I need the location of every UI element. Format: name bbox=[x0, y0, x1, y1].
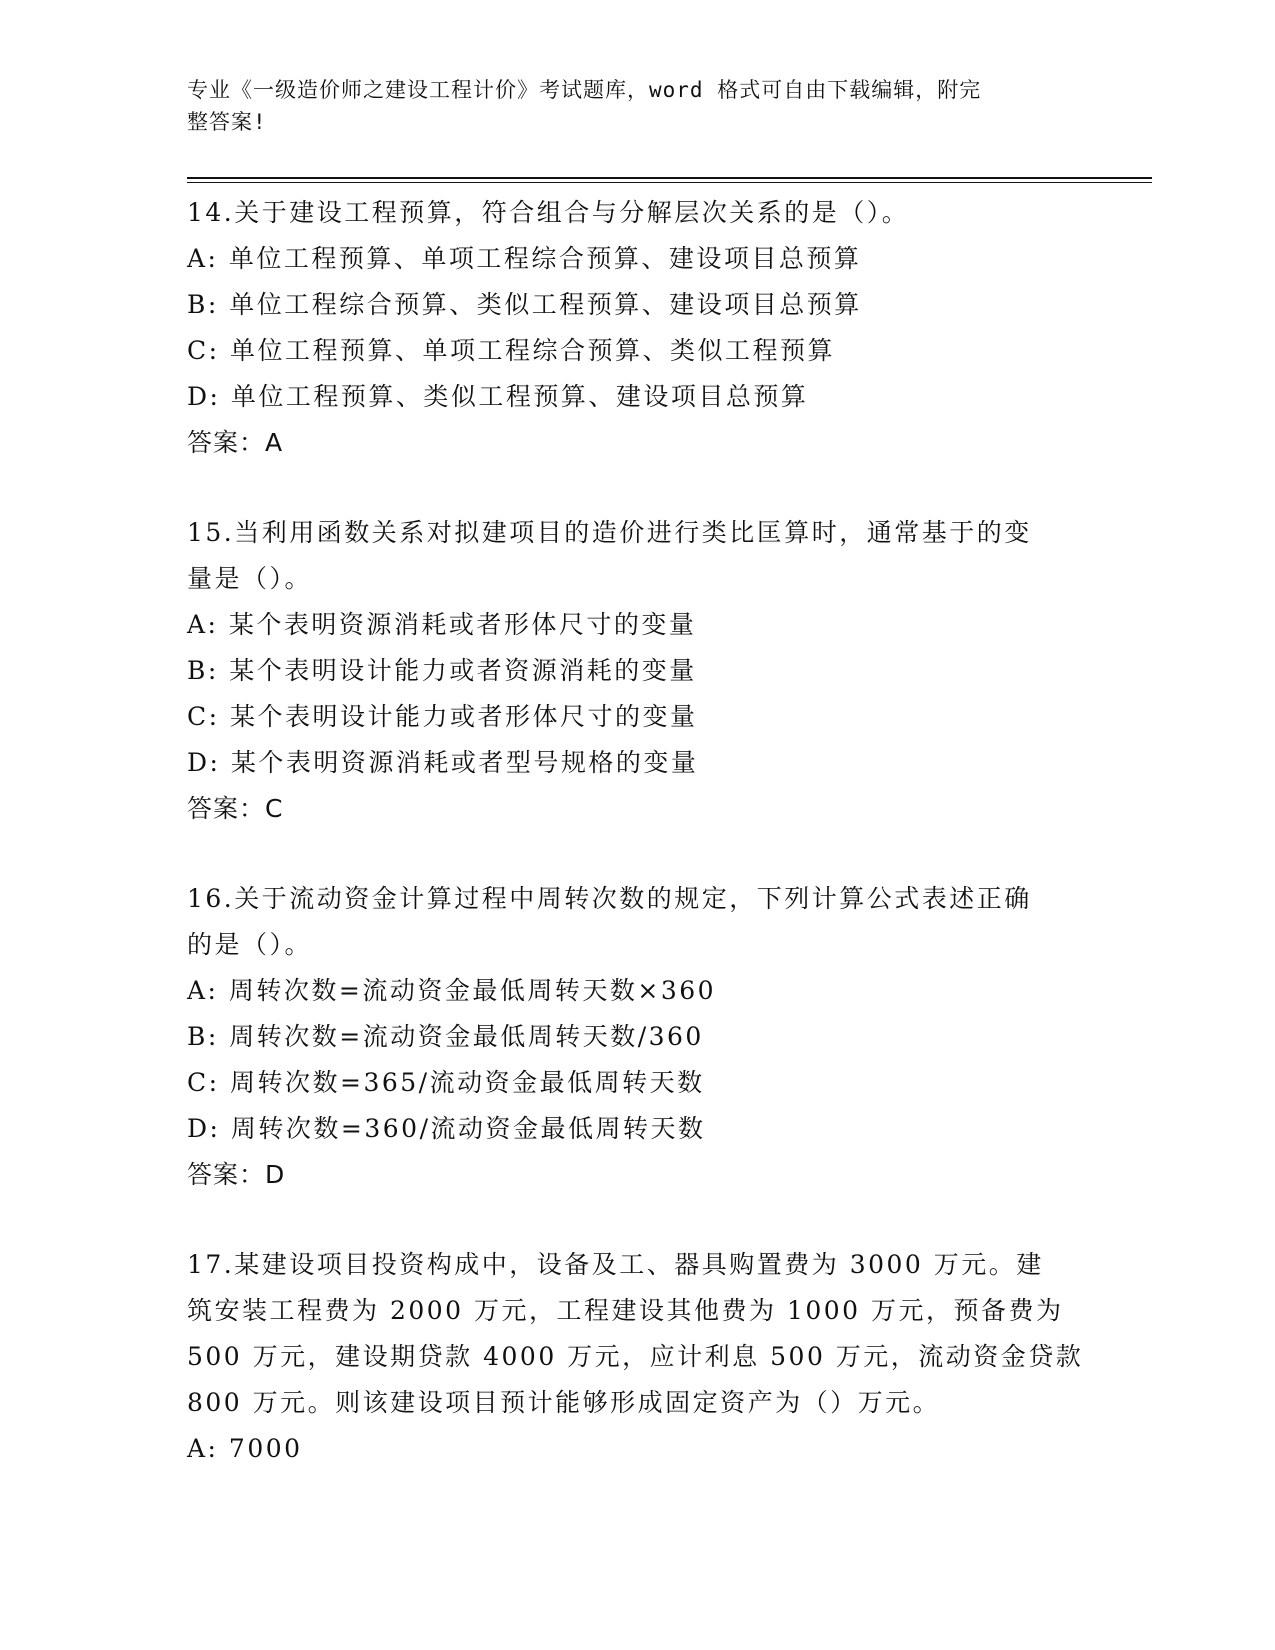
question-stem: 量是（）。 bbox=[187, 564, 313, 593]
option-d: D: 单位工程预算、类似工程预算、建设项目总预算 bbox=[187, 382, 809, 411]
option-b: B: 周转次数=流动资金最低周转天数/360 bbox=[187, 1022, 704, 1051]
question-stem: 800 万元。则该建设项目预计能够形成固定资产为（）万元。 bbox=[187, 1388, 941, 1417]
option-a: A: 单位工程预算、单项工程综合预算、建设项目总预算 bbox=[187, 244, 862, 273]
option-b: B: 单位工程综合预算、类似工程预算、建设项目总预算 bbox=[187, 290, 862, 319]
question-stem: 14.关于建设工程预算，符合组合与分解层次关系的是（）。 bbox=[187, 198, 910, 227]
question-stem: 16.关于流动资金计算过程中周转次数的规定，下列计算公式表述正确 bbox=[187, 884, 1032, 913]
option-b: B: 某个表明设计能力或者资源消耗的变量 bbox=[187, 656, 697, 685]
question-stem: 17.某建设项目投资构成中，设备及工、器具购置费为 3000 万元。建 bbox=[187, 1250, 1044, 1279]
option-a: A: 某个表明资源消耗或者形体尺寸的变量 bbox=[187, 610, 697, 639]
header-line-2: 整答案! bbox=[187, 110, 267, 134]
spacer bbox=[187, 1198, 1087, 1242]
question-list bbox=[187, 190, 1087, 1472]
option-c: C: 单位工程预算、单项工程综合预算、类似工程预算 bbox=[187, 336, 836, 365]
option-a: A: 周转次数=流动资金最低周转天数×360 bbox=[187, 976, 717, 1005]
option-a: A: 7000 bbox=[187, 1434, 303, 1463]
option-d: D: 周转次数=360/流动资金最低周转天数 bbox=[187, 1114, 706, 1143]
question-stem: 筑安装工程费为 2000 万元，工程建设其他费为 1000 万元，预备费为 bbox=[187, 1296, 1064, 1325]
question-16 bbox=[187, 876, 1087, 1198]
header-divider-thin bbox=[187, 182, 1152, 183]
question-14 bbox=[187, 190, 1087, 466]
question-15 bbox=[187, 510, 1087, 832]
option-c: C: 某个表明设计能力或者形体尺寸的变量 bbox=[187, 702, 698, 731]
answer-line: 答案：A bbox=[187, 428, 284, 457]
question-17 bbox=[187, 1242, 1087, 1472]
spacer bbox=[187, 832, 1087, 876]
spacer bbox=[187, 466, 1087, 510]
option-c: C: 周转次数=365/流动资金最低周转天数 bbox=[187, 1068, 705, 1097]
option-d: D: 某个表明资源消耗或者型号规格的变量 bbox=[187, 748, 699, 777]
header-line-1: 专业《一级造价师之建设工程计价》考试题库，word 格式可自由下载编辑，附完 bbox=[187, 78, 982, 102]
answer-line: 答案：D bbox=[187, 1160, 286, 1189]
answer-line: 答案：C bbox=[187, 794, 284, 823]
question-stem: 的是（）。 bbox=[187, 930, 313, 959]
question-stem: 500 万元，建设期贷款 4000 万元，应计利息 500 万元，流动资金贷款 bbox=[187, 1342, 1084, 1371]
header-divider-thick bbox=[187, 177, 1152, 179]
question-stem: 15.当利用函数关系对拟建项目的造价进行类比匡算时，通常基于的变 bbox=[187, 518, 1032, 547]
document-header bbox=[187, 74, 1067, 138]
